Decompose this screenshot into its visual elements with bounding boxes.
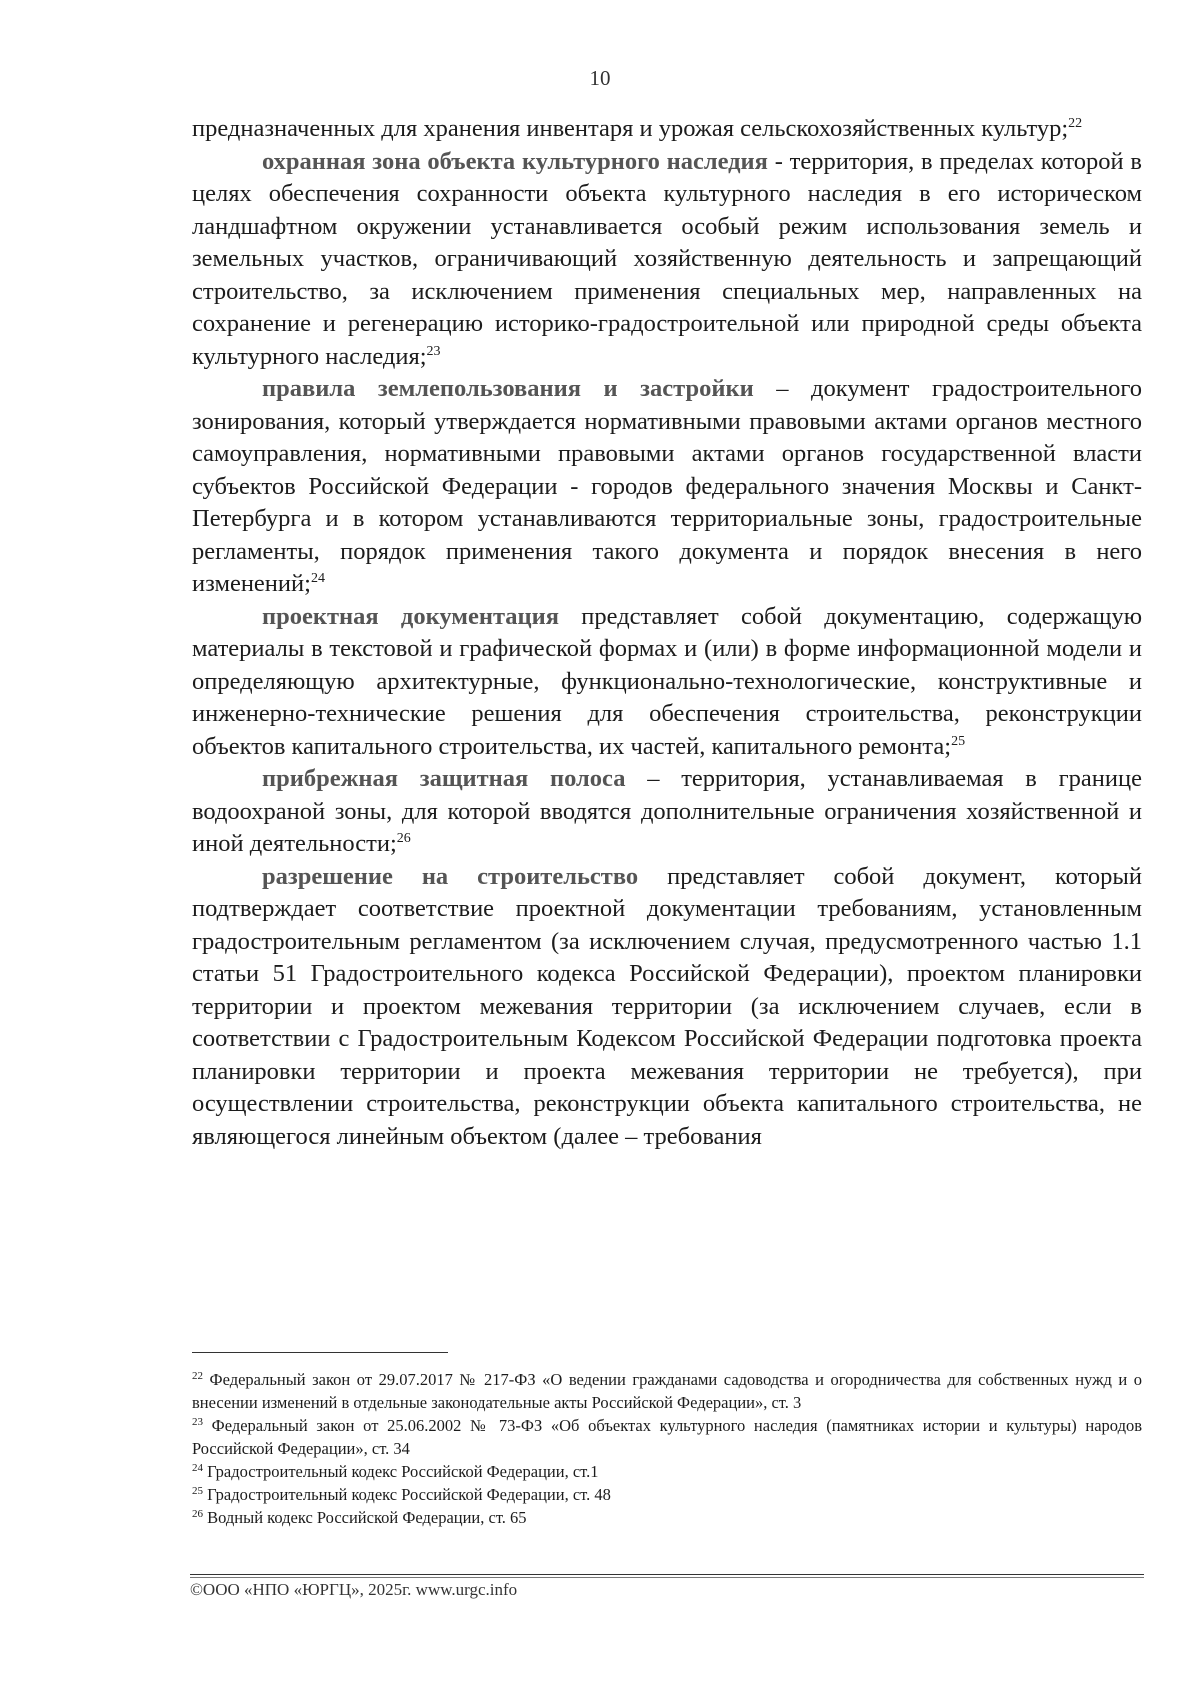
paragraph-continuation xyxy=(192,113,1142,146)
definition-text: – территория, устанавливаемая в границе водоохраной зоны, для которой вводятся дополнительные ограничения хозяйственной и иной деятельности; xyxy=(192,765,1142,857)
footnote-ref: 24 xyxy=(310,571,325,586)
footnote-ref: 25 xyxy=(951,733,966,749)
definition-text: представляет собой документ, который подтверждает соответствие проектной документации требованиям, установленным градостроительным регламентом (за исключением случая, предусмотренного частью 1.1 статьи 51 Градостроительного кодекса Российской Федерации), проектом планировки территории и проектом межевания территории (за исключением случаев, если в соответствии с Градостроительным Кодексом Российской Федерации подготовка проекта планировки территории и проекта межевания территории не требуется), при осуществлении строительства, реконструкции объекта капитального строительства, не являющегося линейным объектом (далее – требования xyxy=(192,862,1142,1150)
footnote xyxy=(192,1506,1142,1529)
body-text xyxy=(192,113,1142,1153)
footnote-ref: 22 xyxy=(1068,116,1083,131)
paragraph-text: предназначенных для хранения инвентаря и урожая сельскохозяйственных культур; xyxy=(192,115,1069,142)
defined-term: правила землепользования и застройки xyxy=(262,375,754,402)
footnote-number: 24 xyxy=(192,1462,203,1474)
footnote-text: Федеральный закон от 25.06.2002 № 73-ФЗ «Об объектах культурного наследия (памятниках истории и культуры) народов Российской Федерации», ст. 34 xyxy=(192,1416,1143,1458)
defined-term: проектная документация xyxy=(262,602,560,630)
defined-term: разрешение на строительство xyxy=(262,862,639,890)
definition-paragraph xyxy=(192,146,1142,374)
defined-term: охранная зона объекта культурного наследия xyxy=(262,147,768,175)
definition-text: представляет собой документацию, содержащую материалы в текстовой и графической формах и (или) в форме информационной модели и определяющую архитектурные, функционально-технологические, конструктивные и инженерно-технические решения для обеспечения строительства, реконструкции объектов капитального строительства, их частей, капитального ремонта; xyxy=(192,602,1142,760)
definition-paragraph xyxy=(192,373,1142,601)
footnote-text: Водный кодекс Российской Федерации, ст. 65 xyxy=(207,1508,527,1527)
footnote-text: Градостроительный кодекс Российской Федерации, ст.1 xyxy=(207,1462,599,1481)
footer-copyright: ©ООО «НПО «ЮРГЦ», 2025г. www.urgc.info xyxy=(190,1580,518,1599)
footnote xyxy=(192,1483,1142,1506)
definition-paragraph xyxy=(192,763,1142,861)
definition-paragraph xyxy=(192,861,1142,1154)
definition-text: - территория, в пределах которой в целях обеспечения сохранности объекта культурного наследия в его историческом ландшафтном окружении устанавливается особый режим использования земель и земельных участков, ограничивающий хозяйственную деятельность и запрещающий строительство, за исключением применения специальных мер, направленных на сохранение и регенерацию историко-градостроительной или природной среды объекта культурного наследия; xyxy=(192,147,1142,370)
footnote-ref: 23 xyxy=(426,343,441,359)
definition-text: – документ градостроительного зонирования, который утверждается нормативными правовыми актами органов местного самоуправления, нормативными правовыми актами органов государственной власти субъектов Российской Федерации - городов федерального значения Москвы и Санкт-Петербурга и в котором устанавливаются территориальные зоны, градостроительные регламенты, порядок применения такого документа и порядок внесения в него изменений; xyxy=(192,375,1143,597)
footnote-number: 25 xyxy=(192,1485,203,1497)
defined-term: прибрежная защитная полоса xyxy=(262,765,626,792)
footnote-number: 23 xyxy=(192,1416,203,1428)
footnote-separator xyxy=(192,1352,448,1353)
footnote-text: Федеральный закон от 29.07.2017 № 217-ФЗ «О ведении гражданами садоводства и огородничества для собственных нужд и о внесении изменений в отдельные законодательные акты Российской Федерации», ст. 3 xyxy=(192,1370,1143,1412)
footnote xyxy=(192,1414,1142,1460)
footnote-number: 26 xyxy=(192,1508,203,1520)
page-number: 10 xyxy=(589,66,611,90)
footnote-ref: 26 xyxy=(396,831,411,846)
footnote-number: 22 xyxy=(192,1370,203,1382)
footnotes xyxy=(192,1368,1142,1529)
footer-separator xyxy=(190,1574,1144,1578)
definition-paragraph xyxy=(192,601,1142,764)
footnote xyxy=(192,1460,1142,1483)
footnote xyxy=(192,1368,1142,1414)
footnote-text: Градостроительный кодекс Российской Федерации, ст. 48 xyxy=(207,1485,611,1504)
